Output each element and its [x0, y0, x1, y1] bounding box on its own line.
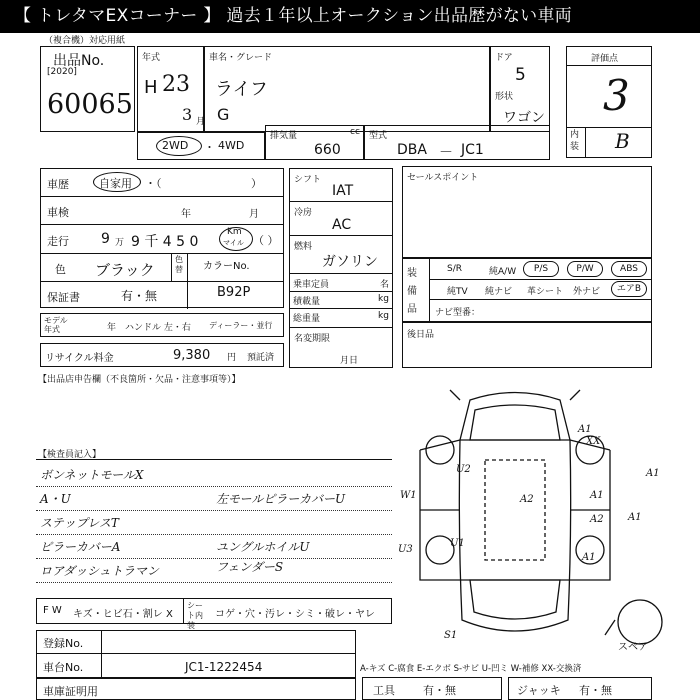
equip-airbag: エアB: [611, 281, 647, 297]
warranty-value: 有・無: [121, 289, 158, 303]
history-label: 車歴: [47, 178, 69, 191]
garage-label: 車庫証明用: [43, 685, 98, 698]
history-close: ）: [251, 177, 262, 190]
year-label: 年式: [142, 53, 161, 63]
inspector-header: 【検査員記入】: [38, 450, 102, 460]
load-unit: kg: [378, 294, 389, 304]
color-change-label: 色替: [175, 255, 183, 274]
car-damage-diagram: [400, 380, 670, 660]
shift-value: IAT: [332, 183, 354, 199]
warranty-label: 保証書: [47, 291, 80, 304]
type-box: [364, 125, 550, 160]
fuel-label: 燃料: [294, 242, 313, 252]
equip-aw: 純A/W: [489, 267, 517, 277]
shape-value: ワゴン: [503, 110, 545, 126]
mark-a1-door: A1: [590, 490, 604, 501]
inspector-left-4: ロアダッシュトラマン: [40, 564, 159, 578]
model-type-label: モデル年式: [44, 316, 68, 334]
seat-text: コゲ・穴・汚レ・シミ・破レ・ヤレ: [215, 609, 375, 620]
model-label: 車名・グレード: [209, 53, 273, 63]
mark-a1-front: A1: [578, 424, 592, 435]
jack-box: [508, 677, 652, 700]
lot-label: 出品No.: [53, 53, 105, 69]
ac-value: AC: [332, 217, 352, 233]
score-label: 評価点: [591, 54, 619, 64]
spare-label: スペア: [618, 642, 648, 653]
equip-abs: ABS: [611, 261, 647, 277]
period-label: 名変期限: [294, 334, 331, 344]
mark-a1-rear: A1: [582, 552, 596, 563]
fw-text: キズ・ヒビ石・割レ X: [73, 609, 173, 620]
load-label: 積載量: [293, 297, 321, 307]
inspector-left-0: ボンネットモールX: [40, 468, 144, 482]
color-code-label: カラーNo.: [203, 261, 250, 272]
inspector-right-0: 左モールピラーカバーU: [216, 492, 346, 506]
chassis-label: 車台No.: [43, 661, 84, 674]
mark-a2-door: A2: [590, 514, 604, 525]
equip-ext-navi: 外ナビ: [573, 287, 601, 297]
mileage-man: 9: [101, 231, 110, 247]
inspector-left-2: ステップレスT: [40, 516, 119, 530]
model-type-row: [40, 313, 284, 337]
recycle-unit: 円: [227, 353, 237, 363]
model-name: ライフ: [215, 79, 268, 100]
year-era: H: [144, 77, 158, 98]
mark-a1-right: A1: [646, 468, 660, 479]
equip-sr: S/R: [447, 264, 462, 274]
mark-xx: XX: [586, 436, 601, 447]
fw-row: [36, 598, 392, 630]
mark-u1: U1: [450, 538, 465, 549]
mileage-man-unit: 万: [115, 238, 125, 248]
drive-box: [137, 132, 265, 160]
inspector-left-1: A・U: [40, 492, 71, 506]
weight-label: 総重量: [293, 314, 321, 324]
header-banner: 【 トレタマEXコーナー 】 過去１年以上オークション出品歴がない車両: [0, 0, 700, 33]
displacement-box: [265, 125, 364, 160]
year-value: 23: [162, 72, 190, 97]
mark-a2: A2: [520, 494, 534, 505]
inspection-month-unit: 月: [249, 209, 259, 220]
tools-label: 工具: [373, 684, 395, 697]
top-note: （複合機）対応用紙: [44, 36, 126, 46]
lot-number: 60065: [47, 89, 133, 120]
shape-label: 形状: [495, 92, 514, 102]
mark-s1: S1: [444, 630, 458, 641]
tools-value: 有・無: [423, 684, 456, 697]
mileage-unit-km: Km: [227, 227, 242, 237]
mark-a1-side: A1: [628, 512, 642, 523]
lot-box: [40, 46, 135, 132]
mileage-paren: （ ）: [253, 234, 279, 247]
type-prefix: DBA: [397, 142, 427, 158]
shift-label: シフト: [294, 175, 322, 185]
info-table: [40, 168, 284, 308]
recycle-note: 預託済: [247, 353, 275, 363]
repair-box: [402, 322, 652, 368]
model-type-dealer: ディーラー・並行: [209, 321, 273, 330]
tools-box: [362, 677, 502, 700]
mark-u2: U2: [456, 464, 471, 475]
inspector-right-2: フェンダーS: [216, 560, 284, 574]
interior-value: B: [615, 129, 630, 153]
doors-label: ドア: [495, 53, 513, 63]
color-value: ブラック: [95, 261, 155, 279]
score-value: 3: [603, 71, 630, 120]
chassis-value: JC1-1222454: [185, 660, 263, 674]
recycle-label: リサイクル料金: [45, 353, 114, 364]
period-unit: 月日: [340, 356, 359, 366]
inspection-year-unit: 年: [181, 209, 191, 220]
sales-point-label: セールスポイント: [407, 173, 479, 183]
equip-leather: 革シート: [527, 287, 564, 297]
equip-navi: 純ナビ: [485, 287, 513, 297]
model-grade: G: [217, 105, 230, 124]
equip-tv: 純TV: [447, 287, 468, 297]
drive-dot: ・: [204, 141, 215, 154]
inspector-left-3: ピラーカバーA: [40, 540, 121, 554]
repair-label: 後日品: [407, 330, 435, 340]
doors-box: [490, 46, 550, 132]
drive-4wd: 4WD: [218, 139, 245, 152]
model-box: [204, 46, 490, 132]
model-type-year: 年: [107, 323, 117, 333]
mark-u3: U3: [398, 544, 413, 555]
inspector-right-1: ユングルホイルU: [216, 540, 310, 554]
displacement-unit: cc: [350, 127, 360, 137]
mileage-unit-mile: マイル: [223, 239, 244, 247]
type-label: 型式: [369, 131, 388, 141]
history-value: 自家用: [99, 177, 132, 190]
type-code: JC1: [461, 142, 484, 158]
capacity-unit: 名: [380, 280, 390, 290]
capacity-label: 乗車定員: [293, 280, 330, 290]
recycle-value: 9,380: [173, 348, 211, 363]
garage-row: [36, 678, 356, 700]
equipment-box: [402, 258, 652, 322]
sales-point-box: [402, 166, 652, 258]
displacement-label: 排気量: [270, 131, 298, 141]
equip-ps: P/S: [523, 261, 559, 277]
damage-legend: A-キズ C-腐食 E-エクボ S-サビ U-凹ミ W-補修 XX-交換済: [360, 664, 582, 674]
weight-unit: kg: [378, 311, 389, 321]
equipment-label: 装備品: [407, 268, 417, 315]
fw-label: F W: [43, 605, 62, 616]
year-box: [137, 46, 204, 132]
displacement-value: 660: [314, 142, 341, 158]
equip-nav-label: ナビ型番：: [435, 308, 481, 318]
drive-2wd: 2WD: [162, 139, 189, 152]
equip-pw: P/W: [567, 261, 603, 277]
mileage-label: 走行: [47, 235, 69, 248]
year-month: 3: [182, 105, 193, 124]
notes-header: 【出品店申告欄（不良箇所・欠品・注意事項等）】: [38, 375, 241, 385]
mileage-rest: 9 千 4 5 0: [131, 234, 199, 250]
model-type-handle: ハンドル 左・右: [125, 323, 191, 333]
fuel-value: ガソリン: [322, 254, 378, 270]
score-box: [566, 46, 652, 158]
lot-year-tag: [2020]: [47, 67, 77, 77]
spec-column: [289, 168, 393, 368]
mark-w1: W1: [400, 490, 417, 501]
registration-label: 登録No.: [43, 637, 84, 650]
jack-value: 有・無: [579, 684, 612, 697]
recycle-row: [40, 343, 284, 367]
jack-label: ジャッキ: [517, 684, 561, 697]
color-label: 色: [55, 263, 66, 276]
inspection-label: 車検: [47, 206, 69, 219]
color-code: B92P: [217, 285, 251, 300]
history-suffix: ・（: [145, 177, 162, 190]
doors-value: 5: [515, 65, 526, 85]
registration-box: [36, 630, 356, 678]
year-month-unit: 月: [196, 117, 206, 127]
seat-label: シート内装: [187, 601, 203, 630]
interior-label: 内装: [570, 130, 580, 152]
ac-label: 冷房: [294, 208, 313, 218]
type-dash: －: [439, 145, 453, 161]
